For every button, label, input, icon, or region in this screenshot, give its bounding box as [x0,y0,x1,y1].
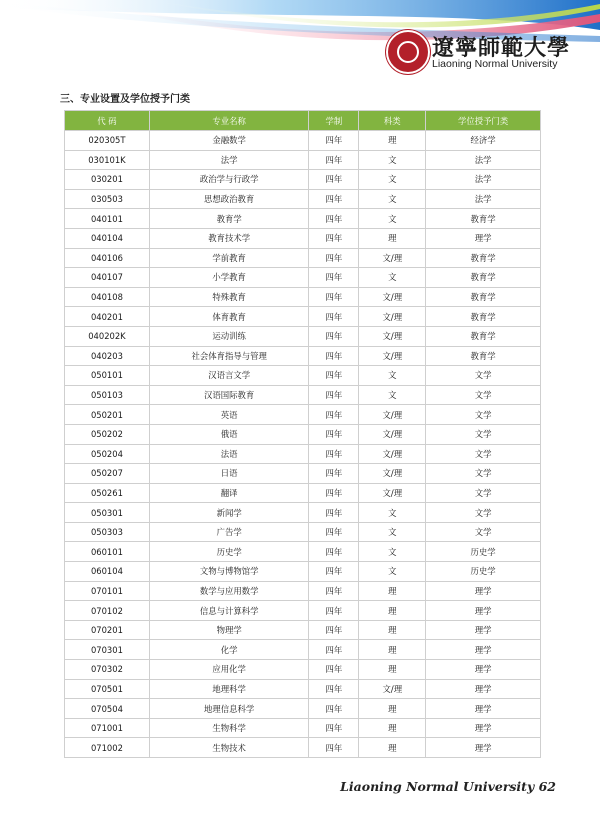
cell-duration: 四年 [309,248,359,268]
cell-code: 040201 [65,307,150,327]
cell-category: 文/理 [359,248,426,268]
header-degree-type: 学位授予门类 [426,111,541,131]
cell-degree-type: 教育学 [426,307,541,327]
table-row [65,581,541,601]
cell-category: 文/理 [359,326,426,346]
table-row [65,287,541,307]
cell-degree-type: 文学 [426,385,541,405]
cell-code: 050303 [65,522,150,542]
cell-duration: 四年 [309,287,359,307]
cell-major-name: 新闻学 [149,503,309,523]
table-row [65,640,541,660]
cell-duration: 四年 [309,209,359,229]
cell-duration: 四年 [309,620,359,640]
cell-category: 文/理 [359,679,426,699]
cell-degree-type: 理学 [426,581,541,601]
cell-category: 文/理 [359,307,426,327]
cell-category: 文 [359,268,426,288]
cell-code: 040104 [65,228,150,248]
cell-major-name: 地理信息科学 [149,699,309,719]
cell-code: 040202K [65,326,150,346]
cell-duration: 四年 [309,699,359,719]
cell-major-name: 汉语国际教育 [149,385,309,405]
table-row [65,307,541,327]
table-row [65,699,541,719]
logo-chinese-name: 遼寧師範大學 [432,35,571,61]
table-row [65,209,541,229]
cell-code: 060101 [65,542,150,562]
cell-category: 文/理 [359,424,426,444]
cell-major-name: 生物技术 [149,738,309,758]
cell-degree-type: 理学 [426,718,541,738]
cell-major-name: 英语 [149,405,309,425]
header-duration: 学制 [309,111,359,131]
university-seal-icon [386,30,430,74]
cell-major-name: 数学与应用数学 [149,581,309,601]
cell-degree-type: 理学 [426,601,541,621]
cell-category: 文 [359,366,426,386]
cell-duration: 四年 [309,228,359,248]
cell-degree-type: 理学 [426,620,541,640]
cell-code: 070501 [65,679,150,699]
cell-duration: 四年 [309,405,359,425]
cell-duration: 四年 [309,444,359,464]
cell-degree-type: 历史学 [426,542,541,562]
cell-code: 050103 [65,385,150,405]
table-body [65,131,541,758]
table-row [65,679,541,699]
table-row [65,522,541,542]
cell-category: 文 [359,209,426,229]
cell-code: 040203 [65,346,150,366]
cell-category: 理 [359,660,426,680]
cell-major-name: 信息与计算科学 [149,601,309,621]
cell-degree-type: 教育学 [426,287,541,307]
table-row [65,620,541,640]
cell-category: 文 [359,150,426,170]
cell-category: 文 [359,170,426,190]
cell-degree-type: 法学 [426,150,541,170]
cell-code: 070301 [65,640,150,660]
cell-degree-type: 文学 [426,522,541,542]
cell-degree-type: 文学 [426,464,541,484]
cell-major-name: 教育技术学 [149,228,309,248]
cell-code: 040101 [65,209,150,229]
cell-category: 理 [359,228,426,248]
table-row [65,131,541,151]
table-row [65,228,541,248]
table-row [65,718,541,738]
cell-major-name: 生物科学 [149,718,309,738]
cell-category: 文/理 [359,287,426,307]
cell-category: 理 [359,620,426,640]
cell-code: 050261 [65,483,150,503]
cell-category: 文 [359,542,426,562]
table-row [65,346,541,366]
cell-category: 理 [359,131,426,151]
cell-code: 030101K [65,150,150,170]
table-row [65,170,541,190]
cell-code: 040107 [65,268,150,288]
cell-category: 文 [359,522,426,542]
cell-degree-type: 教育学 [426,346,541,366]
cell-major-name: 物理学 [149,620,309,640]
cell-code: 050301 [65,503,150,523]
cell-major-name: 翻译 [149,483,309,503]
cell-degree-type: 理学 [426,640,541,660]
cell-major-name: 学前教育 [149,248,309,268]
cell-code: 030201 [65,170,150,190]
cell-category: 理 [359,738,426,758]
cell-code: 020305T [65,131,150,151]
header-category: 科类 [359,111,426,131]
cell-duration: 四年 [309,385,359,405]
cell-major-name: 思想政治教育 [149,189,309,209]
cell-degree-type: 理学 [426,679,541,699]
cell-category: 理 [359,601,426,621]
cell-code: 030503 [65,189,150,209]
table-row [65,189,541,209]
cell-duration: 四年 [309,150,359,170]
cell-degree-type: 理学 [426,699,541,719]
cell-major-name: 体育教育 [149,307,309,327]
cell-degree-type: 经济学 [426,131,541,151]
page-number: 62 [538,779,556,794]
cell-degree-type: 教育学 [426,326,541,346]
header-major-name: 专业名称 [149,111,309,131]
cell-code: 071001 [65,718,150,738]
cell-code: 050207 [65,464,150,484]
cell-duration: 四年 [309,542,359,562]
cell-degree-type: 文学 [426,503,541,523]
cell-code: 070101 [65,581,150,601]
cell-duration: 四年 [309,346,359,366]
cell-major-name: 俄语 [149,424,309,444]
table-row [65,326,541,346]
cell-duration: 四年 [309,738,359,758]
cell-code: 040106 [65,248,150,268]
cell-code: 050202 [65,424,150,444]
cell-duration: 四年 [309,679,359,699]
cell-major-name: 金融数学 [149,131,309,151]
table-header-row [65,111,541,131]
cell-category: 理 [359,640,426,660]
table-row [65,464,541,484]
cell-duration: 四年 [309,464,359,484]
table-row [65,366,541,386]
cell-duration: 四年 [309,660,359,680]
cell-degree-type: 法学 [426,170,541,190]
table-row [65,385,541,405]
cell-duration: 四年 [309,170,359,190]
cell-duration: 四年 [309,601,359,621]
cell-duration: 四年 [309,562,359,582]
cell-major-name: 法语 [149,444,309,464]
cell-duration: 四年 [309,268,359,288]
header-code: 代 码 [65,111,150,131]
cell-category: 文 [359,503,426,523]
table-row [65,444,541,464]
cell-code: 070504 [65,699,150,719]
cell-degree-type: 文学 [426,424,541,444]
cell-degree-type: 文学 [426,405,541,425]
cell-degree-type: 文学 [426,444,541,464]
cell-major-name: 化学 [149,640,309,660]
cell-code: 060104 [65,562,150,582]
cell-code: 040108 [65,287,150,307]
page-footer [340,779,556,794]
cell-category: 文 [359,189,426,209]
cell-degree-type: 文学 [426,483,541,503]
cell-duration: 四年 [309,718,359,738]
table-row [65,483,541,503]
footer-university-name: Liaoning Normal University [340,779,535,794]
cell-category: 文 [359,385,426,405]
cell-major-name: 小学教育 [149,268,309,288]
table-row [65,248,541,268]
cell-code: 071002 [65,738,150,758]
cell-code: 070102 [65,601,150,621]
cell-major-name: 历史学 [149,542,309,562]
cell-duration: 四年 [309,640,359,660]
cell-category: 文 [359,562,426,582]
cell-major-name: 应用化学 [149,660,309,680]
cell-degree-type: 理学 [426,660,541,680]
cell-duration: 四年 [309,131,359,151]
table-row [65,562,541,582]
cell-degree-type: 法学 [426,189,541,209]
cell-major-name: 日语 [149,464,309,484]
cell-major-name: 汉语言文学 [149,366,309,386]
table-row [65,660,541,680]
cell-code: 050204 [65,444,150,464]
cell-major-name: 广告学 [149,522,309,542]
majors-table [64,110,541,758]
table-row [65,150,541,170]
cell-major-name: 法学 [149,150,309,170]
cell-category: 文/理 [359,444,426,464]
cell-duration: 四年 [309,326,359,346]
cell-duration: 四年 [309,483,359,503]
cell-category: 理 [359,718,426,738]
table-row [65,424,541,444]
table-row [65,268,541,288]
cell-duration: 四年 [309,522,359,542]
cell-major-name: 教育学 [149,209,309,229]
table-row [65,542,541,562]
cell-code: 070201 [65,620,150,640]
cell-degree-type: 教育学 [426,248,541,268]
cell-degree-type: 理学 [426,228,541,248]
table-row [65,738,541,758]
cell-major-name: 文物与博物馆学 [149,562,309,582]
cell-category: 文/理 [359,405,426,425]
cell-category: 文/理 [359,483,426,503]
cell-major-name: 政治学与行政学 [149,170,309,190]
section-title: 三、专业设置及学位授予门类 [60,94,190,105]
logo-english-name: Liaoning Normal University [432,58,558,70]
cell-category: 理 [359,581,426,601]
cell-duration: 四年 [309,503,359,523]
cell-degree-type: 理学 [426,738,541,758]
cell-duration: 四年 [309,307,359,327]
cell-major-name: 运动训练 [149,326,309,346]
cell-duration: 四年 [309,189,359,209]
cell-degree-type: 教育学 [426,268,541,288]
cell-code: 050101 [65,366,150,386]
cell-duration: 四年 [309,366,359,386]
table-row [65,503,541,523]
cell-degree-type: 教育学 [426,209,541,229]
university-logo [386,30,571,76]
cell-code: 070302 [65,660,150,680]
cell-code: 050201 [65,405,150,425]
cell-category: 文/理 [359,346,426,366]
table-row [65,405,541,425]
cell-category: 文/理 [359,464,426,484]
cell-duration: 四年 [309,424,359,444]
cell-major-name: 特殊教育 [149,287,309,307]
cell-major-name: 社会体育指导与管理 [149,346,309,366]
cell-degree-type: 历史学 [426,562,541,582]
cell-duration: 四年 [309,581,359,601]
table-row [65,601,541,621]
cell-degree-type: 文学 [426,366,541,386]
cell-category: 理 [359,699,426,719]
cell-major-name: 地理科学 [149,679,309,699]
